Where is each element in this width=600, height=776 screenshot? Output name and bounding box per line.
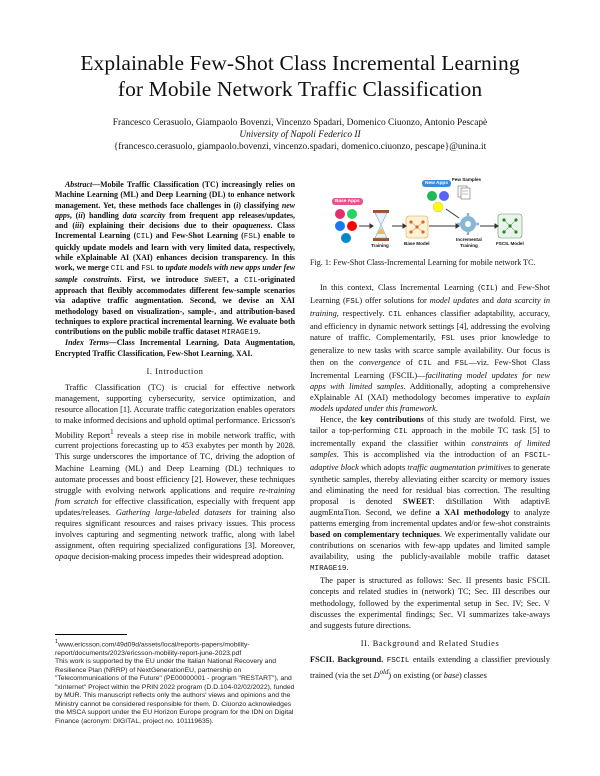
body-text: . bbox=[346, 563, 349, 573]
abstract-mono: CIL bbox=[136, 233, 150, 242]
abstract-text: ) explaining their decisions due to their bbox=[81, 221, 233, 231]
body-text: which adopts bbox=[358, 463, 408, 473]
body-text: Hence, the bbox=[320, 415, 361, 425]
body-text: entails extending a classifier previously trained (via the set bbox=[310, 654, 551, 680]
incremental-training-label: Training bbox=[460, 243, 478, 248]
body-text: ) on existing (or bbox=[388, 670, 444, 680]
few-samples-icon bbox=[458, 186, 470, 199]
abstract-text: ) and Few-Shot Learning ( bbox=[149, 231, 244, 241]
body-text: of bbox=[400, 357, 419, 367]
footnote-url-text: www.ericsson.com/49d09d/assets/local/reports-papers/mobility-report/documents/2023/ericsson-mobility-report-june-2023.pdf bbox=[55, 641, 250, 657]
few-samples-label: Few Samples bbox=[452, 177, 482, 182]
title-line-2: for Mobile Network Traffic Classification bbox=[117, 77, 483, 101]
body-text: enhances classifier adaptability, accuracy, and efficiency in dynamic network settings [4], addressing the evolving nature of traffic. Complementarily, bbox=[310, 309, 551, 343]
section-heading-background: II. Background and Related Studies bbox=[360, 638, 500, 648]
abstract-mono: CIL bbox=[110, 265, 125, 274]
body-text: ) classes bbox=[458, 670, 487, 680]
abstract-text: -originated approach that flexibly accommodates different few-sample scenarios via adaptive traffic augmentation. Second, we devise an XAI methodology based on visualization-, sample-, and attribution-based techniques to explore practical incremental learning. We evaluate both contributions on the public mobile traffic dataset bbox=[55, 274, 295, 337]
body-emph: base bbox=[443, 670, 459, 680]
abstract-text: from frequent app releases/updates, and ( bbox=[55, 210, 296, 231]
figure-1 bbox=[318, 176, 544, 256]
abstract-text: ii bbox=[78, 210, 83, 220]
body-mono: MIRAGE19 bbox=[310, 565, 347, 574]
body-text: approach in the mobile TC task [5] to incrementally expand the classifier within bbox=[310, 426, 551, 449]
abstract-text: , a bbox=[226, 274, 245, 284]
abstract-text: . First, we introduce bbox=[119, 274, 204, 284]
body-text: : diSti bbox=[432, 496, 462, 506]
new-apps-label: New Apps bbox=[422, 180, 451, 187]
body-bold: key contributions bbox=[360, 415, 424, 425]
abstract-emph: update models with new apps under few sample constraints bbox=[55, 263, 295, 284]
body-text: . This is accomplished via the introduction of an bbox=[336, 450, 525, 460]
footnote-ref: 1 bbox=[110, 428, 114, 436]
body-text: . Additionally, adopting a comprehensive eXplainable AI (XAI) methodology becomes imperative to bbox=[310, 381, 551, 402]
body-emph: constraints of limited samples bbox=[310, 439, 550, 460]
body-mono: FSCIL bbox=[524, 452, 548, 461]
abstract-mono: CIL bbox=[244, 276, 258, 285]
context-paragraph bbox=[310, 282, 550, 414]
body-text: uses prior knowledge to generalize to new tasks with scarce sample availability. Our focus is then on the bbox=[310, 333, 551, 367]
title-line-1: Explainable Few-Shot Class Incremental Learning bbox=[80, 51, 520, 75]
base-model-label: Base Model bbox=[404, 241, 430, 246]
abstract-mono: FSL bbox=[243, 233, 258, 242]
body-bold: a XAI methodology bbox=[435, 507, 510, 517]
body-text: and bbox=[431, 357, 455, 367]
intro-text: reveals a steep rise in mobile network traffic, with current projections forecasting up to 453 exabytes per month by 2028. This surge underscores the importance of TC, driving the adoption of Machine Learning (ML) and Deep Learning (DL) techniques to automate processes and boost efficiency [2]. However, these techniques struggle with evolving network applications and require bbox=[55, 430, 295, 495]
funding-note: This work is supported by the EU under the Italian National Recovery and Resilience Plan (NRRP) of NextGenerationEU, partnership on "Telecommunications of the Future" (PE00000001 - program "RESTART"), and "xInternet" Project within the PRIN 2022 program (D.D.104-02/02/2022), funded by MUR. This manuscript reflects only the authors' views and opinions and the Ministry cannot be considered responsible for them. D. Ciuonzo acknowledges the MSCA support under the EU Horizon Europe program for the IDN on Digital Finance (acronym: DIGITAL, project no. 101119635). bbox=[55, 658, 295, 725]
math-symbol: D bbox=[373, 670, 380, 680]
gear-icon bbox=[457, 213, 479, 235]
body-emph: data scarcity in training bbox=[310, 296, 550, 319]
body-mono: CIL bbox=[394, 428, 408, 437]
fscil-model-icon bbox=[498, 214, 522, 238]
left-column bbox=[55, 180, 295, 562]
abstract-label: Abstract bbox=[65, 180, 93, 189]
abstract-text: to bbox=[154, 263, 166, 273]
intro-text: for effective classification, especially with frequent app updates/releases. bbox=[55, 496, 295, 517]
body-mono: FSCIL bbox=[386, 656, 410, 665]
body-mono: FSL bbox=[345, 298, 360, 307]
body-mono: FSL bbox=[441, 335, 455, 344]
base-apps-label: Base Apps bbox=[332, 198, 363, 205]
section-heading-introduction: I. Introduction bbox=[146, 367, 204, 377]
abstract-mono: SWEET bbox=[203, 276, 227, 285]
body-text: and bbox=[478, 296, 497, 306]
footnotes bbox=[55, 634, 295, 726]
body-text: . bbox=[435, 403, 438, 413]
fscil-background-paragraph bbox=[310, 654, 550, 681]
intro-emph: re-training from scratch bbox=[55, 485, 295, 506]
new-apps-icons bbox=[427, 191, 449, 212]
body-mono: CIL bbox=[480, 285, 495, 293]
abstract-text: iii bbox=[74, 221, 82, 231]
right-column bbox=[310, 282, 550, 681]
affiliation: University of Napoli Federico II bbox=[239, 130, 361, 140]
intro-text: decision-making process impedes their widespread adoption. bbox=[79, 552, 284, 562]
body-text: ll bbox=[461, 496, 467, 506]
footnote-rule bbox=[55, 634, 127, 635]
body-emph: explain models updated under this framework bbox=[310, 392, 550, 413]
body-emph: -adaptive block bbox=[310, 450, 550, 473]
body-emph: model updates bbox=[429, 296, 479, 306]
intro-emph: opaque bbox=[55, 552, 80, 562]
abstract-mono: FSL bbox=[141, 265, 155, 274]
fscil-model-label: FSCIL Model bbox=[496, 241, 524, 246]
abstract-text: —Mobile Traffic Classification (TC) increasingly relies on Machine Learning (ML) and Deep Learning (DL) to enhance network management. Yet, these methods face challenges in ( bbox=[55, 180, 295, 210]
paragraph-head: FSCIL Background. bbox=[310, 654, 384, 664]
base-model-icon bbox=[406, 216, 428, 238]
structure-paragraph: The paper is structured as follows: Sec. II presents basic FSCIL concepts and related studies in (network) TC; Sec. III describes our methodology, followed by the experimental setup in Sec. IV; Sec. V discusses the experimental findings; Sec. VI summarizes take-aways and suggests future directions. bbox=[310, 576, 550, 630]
intro-text: Traffic Classification (TC) is crucial for effective network management, supporting cybersecurity, service optimization, and resource allocation [1]. Accurate traffic categorization enables operators to make informed decisions and uphold optimal performance. Ericsson's Mobility Report bbox=[55, 383, 295, 440]
body-emph: facilitating model updates for new apps with limited samples bbox=[310, 370, 550, 391]
authors: Francesco Cerasuolo, Giampaolo Bovenzi, Vincenzo Spadari, Domenico Ciuonzo, Antonio Pescapè bbox=[112, 118, 488, 128]
abstract-emph: data scarcity bbox=[122, 210, 166, 220]
abstract-text: . bbox=[258, 327, 261, 337]
body-bold: SWEET bbox=[403, 496, 433, 506]
body-emph: traffic augmentation primitives bbox=[407, 463, 511, 473]
abstract-text: ) enable to quickly update models and learn with very limited data, respectively, while eXplainable AI (XAI) enhances decision transparency. In this work, we merge bbox=[55, 231, 295, 273]
abstract-text: i bbox=[236, 200, 239, 210]
body-text: of this study are twofold. First, we tailor a top-performing bbox=[310, 415, 550, 436]
abstract-text: , ( bbox=[69, 210, 79, 220]
body-text: ation With adaptivE augmEntaTion. Second, we define bbox=[310, 496, 550, 517]
incremental-label: Incremental bbox=[456, 237, 482, 242]
math-superscript: old bbox=[379, 669, 389, 676]
body-text: ) and Few-Shot Learning ( bbox=[310, 283, 550, 306]
hourglass-icon bbox=[373, 210, 389, 241]
body-text: —viz. Few-Shot Class Incremental Learning (FSCIL)— bbox=[310, 357, 551, 380]
abstract-text: . Class Incremental Learning ( bbox=[55, 221, 295, 241]
abstract-mono: MIRAGE19 bbox=[221, 329, 259, 338]
body-emph: convergence bbox=[358, 357, 401, 367]
body-text: . We experimentally validate our contributions on scenarios with few-app updates and limited sample availability, using the publicly-available mobile traffic dataset bbox=[310, 529, 550, 562]
body-text: to analyze patterns emerging from incremental updates and/or few-shot constraints bbox=[310, 507, 550, 528]
body-mono: CIL bbox=[418, 359, 432, 368]
paper-title bbox=[0, 50, 600, 102]
footnote-mark: 1 bbox=[55, 639, 59, 645]
body-text: to generate synthetic samples, thereby alleviating either scarcity or memory issues and eliminating the need for residual bias correction. The resulting proposal is denoted bbox=[310, 463, 550, 506]
abstract-text: ) handling bbox=[82, 210, 123, 220]
abstract-text: and bbox=[124, 263, 142, 273]
index-terms-label: Index Terms bbox=[65, 338, 109, 348]
body-text: In this context, Class Incremental Learning ( bbox=[320, 283, 481, 292]
intro-emph: Gathering large-labeled datasets bbox=[115, 507, 232, 517]
body-text: , respectively. bbox=[336, 309, 389, 319]
footnote-url bbox=[55, 638, 295, 658]
abstract-text: ) classifying bbox=[238, 200, 282, 210]
intro-text: for training also requires significant resources and raises privacy issues. This process involves capturing and segmenting network traffic, along with label assignment, often requiring specialized configurations [3]. Moreover, bbox=[55, 507, 295, 551]
body-mono: CIL bbox=[388, 311, 403, 320]
intro-paragraph bbox=[55, 382, 295, 562]
emails: {francesco.cerasuolo, giampaolo.bovenzi, vincenzo.spadari, domenico.ciuonzo, pescape}@unina.it bbox=[113, 142, 487, 152]
figure-caption: Fig. 1: Few-Shot Class-Incremental Learning for mobile network TC. bbox=[310, 258, 536, 267]
index-terms-text: —Class Incremental Learning, Data Augmentation, Encrypted Traffic Classification, Few-Shot Learning, XAI. bbox=[55, 338, 296, 358]
body-bold: based on complementary techniques bbox=[310, 529, 440, 539]
index-terms bbox=[55, 338, 295, 359]
body-text: ) offer solutions for bbox=[359, 296, 430, 306]
abstract-emph: new apps bbox=[55, 200, 295, 220]
abstract-emph: opaqueness bbox=[232, 221, 271, 231]
base-apps-icons bbox=[335, 209, 357, 243]
training-label: Training bbox=[371, 243, 389, 248]
abstract bbox=[55, 180, 295, 338]
body-mono: FSL bbox=[454, 359, 469, 368]
contributions-paragraph bbox=[310, 414, 550, 575]
